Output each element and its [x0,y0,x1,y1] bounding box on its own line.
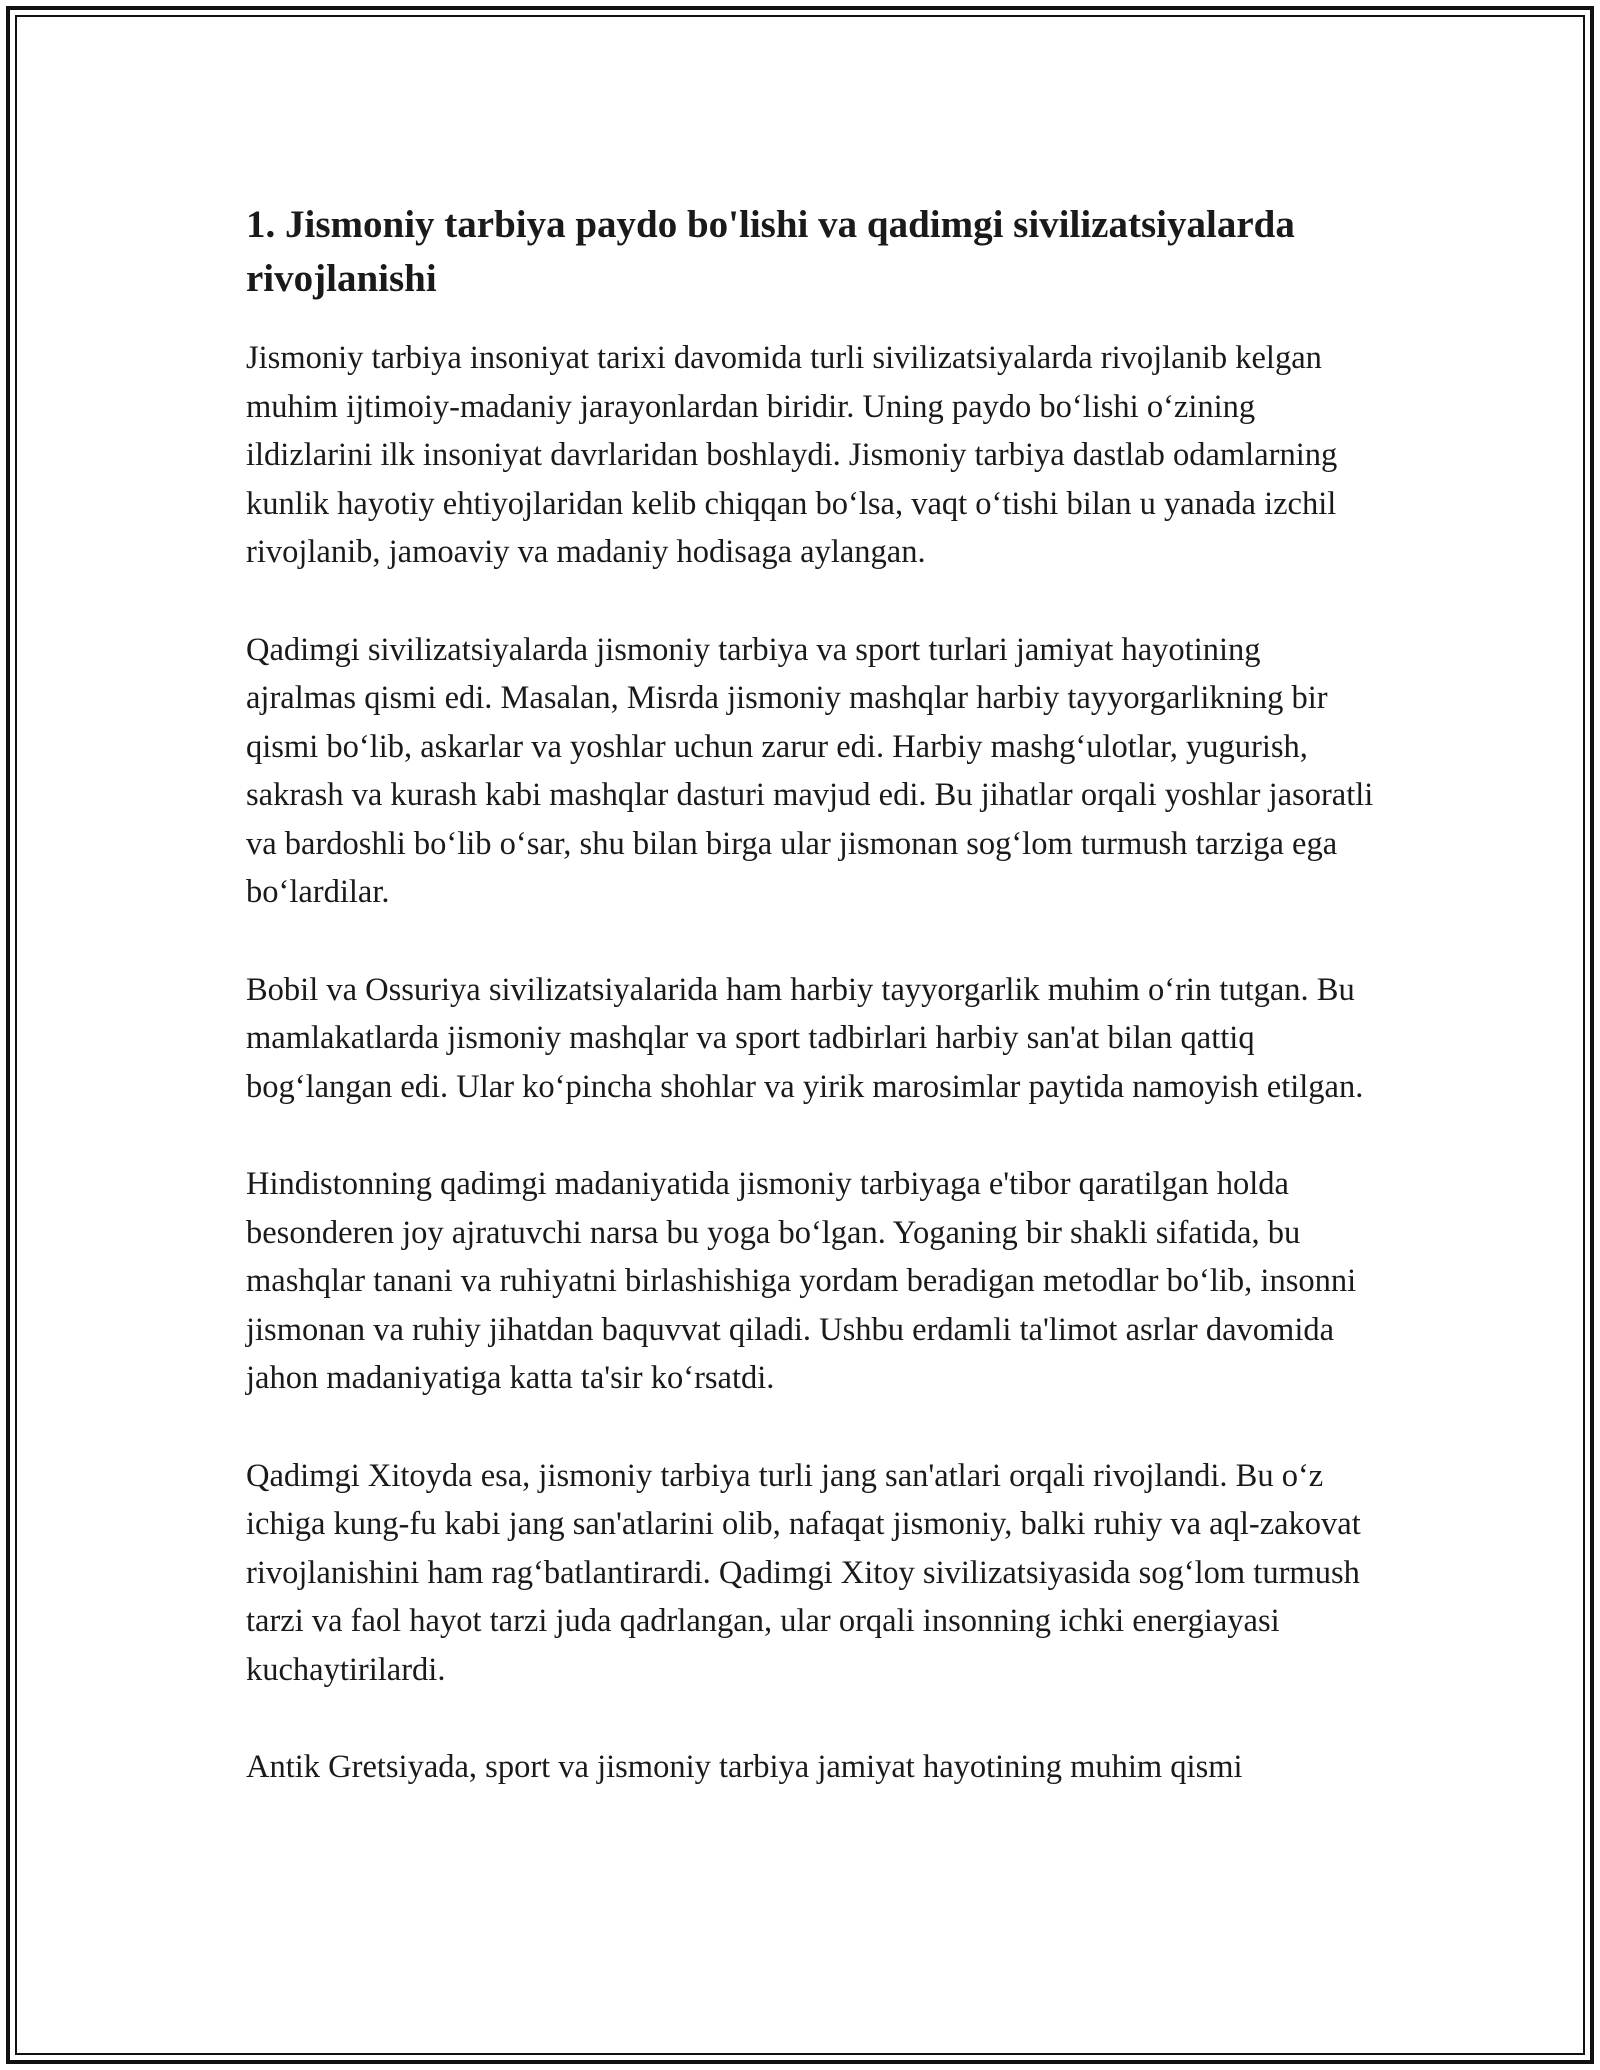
paragraph-india: Hindistonning qadimgi madaniyatida jismoniy tarbiyaga e'tibor qaratilgan holda besonderen joy ajratuvchi narsa bu yoga bo‘lgan. Yoganing bir shakli sifatida, bu mashqlar tanani va ruhiyatni birlashishiga yordam beradigan metodlar bo‘lib, insonni jismonan va ruhiy jihatdan baquvvat qiladi. Ushbu erdamli ta'limot asrlar davomida jahon madaniyatiga katta ta'sir ko‘rsatdi. [246,1166,1357,1396]
paragraph-greece: Antik Gretsiyada, sport va jismoniy tarbiya jamiyat hayotining muhim qismi [246,1749,1243,1785]
paragraph-origins: Jismoniy tarbiya insoniyat tarixi davomida turli sivilizatsiyalarda rivojlanib kelgan muhim ijtimoiy-madaniy jarayonlardan biridir. Uning paydo bo‘lishi o‘zining ildizlarini ilk insoniyat davrlaridan boshlaydi. Jismoniy tarbiya dastlab odamlarning kunlik hayotiy ehtiyojlaridan kelib chiqqan bo‘lsa, vaqt o‘tishi bilan u yanada izchil rivojlanib, jamoaviy va madaniy hodisaga aylangan. [246,340,1338,570]
page-frame [6,6,1594,2064]
document-title: 1. Jismoniy tarbiya paydo bo'lishi va qadimgi sivilizatsiyalarda rivojlanishi [246,203,1295,300]
paragraph-babylon-assyria: Bobil va Ossuriya sivilizatsiyalarida ham harbiy tayyorgarlik muhim o‘rin tutgan. Bu mamlakatlarda jismoniy mashqlar va sport tadbirlari harbiy san'at bilan qattiq bog‘langan edi. Ular ko‘pincha shohlar va yirik marosimlar paytida namoyish etilgan. [246,971,1364,1105]
paragraph-egypt: Qadimgi sivilizatsiyalarda jismoniy tarbiya va sport turlari jamiyat hayotining ajralmas qismi edi. Masalan, Misrda jismoniy mashqlar harbiy tayyorgarlikning bir qismi bo‘lib, askarlar va yoshlar uchun zarur edi. Harbiy mashg‘ulotlar, yugurish, sakrash va kurash kabi mashqlar dasturi mavjud edi. Bu jihatlar orqali yoshlar jasoratli va bardoshli bo‘lib o‘sar, shu bilan birga ular jismonan sog‘lom turmush tarziga ega bo‘lardilar. [246,631,1374,910]
paragraph-china: Qadimgi Xitoyda esa, jismoniy tarbiya turli jang san'atlari orqali rivojlandi. Bu o‘z ichiga kung-fu kabi jang san'atlarini olib, nafaqat jismoniy, balki ruhiy va aql-zakovat rivojlanishini ham rag‘batlantirardi. Qadimgi Xitoy sivilizatsiyasida sog‘lom turmush tarzi va faol hayot tarzi juda qadrlangan, ular orqali insonning ichki energiayasi kuchaytirilardi. [246,1457,1361,1688]
document-body [246,198,1376,1841]
